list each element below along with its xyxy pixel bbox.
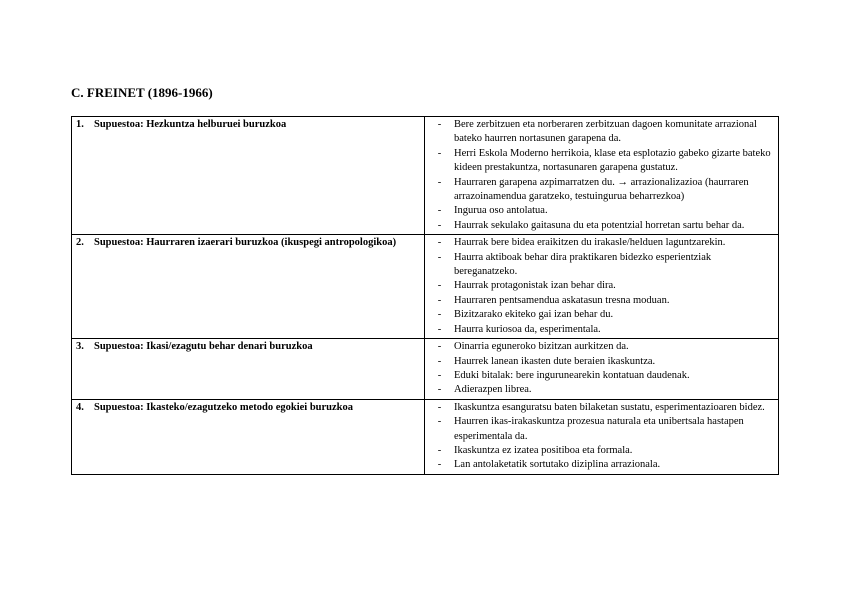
list-item bbox=[429, 383, 774, 397]
list-item bbox=[429, 236, 774, 250]
bullet-dash: - bbox=[437, 459, 442, 471]
supposition-cell bbox=[72, 339, 425, 400]
bullet-dash: - bbox=[437, 147, 442, 159]
point-text: Ikaskuntza esanguratsu baten bilaketan sustatu, esperimentazioaren bidez. bbox=[454, 401, 765, 413]
point-text: Haurrak bere bidea eraikitzen du irakasle/helduen laguntzarekin. bbox=[454, 237, 726, 249]
point-text: Eduki bitalak: bere ingurunearekin kontatuan daudenak. bbox=[454, 369, 690, 381]
table-row bbox=[72, 235, 779, 339]
bullet-dash: - bbox=[437, 119, 442, 130]
points-cell bbox=[425, 117, 779, 235]
freinet-table bbox=[71, 116, 779, 475]
list-item bbox=[429, 444, 774, 458]
point-text: Haurrak sekulako gaitasuna du eta potentzial horretan sartu behar da. bbox=[454, 219, 745, 231]
supposition-heading bbox=[76, 401, 420, 415]
points-list bbox=[429, 236, 774, 337]
list-item bbox=[429, 251, 774, 280]
bullet-dash: - bbox=[437, 251, 442, 263]
point-text: Haurraren pentsamendua askatasun tresna moduan. bbox=[454, 294, 670, 306]
bullet-dash: - bbox=[437, 309, 442, 321]
point-text: Haurrak protagonistak izan behar dira. bbox=[454, 280, 616, 292]
bullet-dash: - bbox=[437, 444, 442, 456]
list-item bbox=[429, 204, 774, 218]
bullet-dash: - bbox=[437, 219, 442, 231]
row-number: 2. bbox=[76, 237, 84, 249]
point-text: Bizitzarako ekiteko gai izan behar du. bbox=[454, 309, 614, 321]
bullet-dash: - bbox=[437, 294, 442, 306]
point-text: Haurraren garapena azpimarratzen du. → arrazionalizazioa (haurraren arrazoinamendua garatzeko, testuingurua beharrezkoa) bbox=[454, 176, 749, 203]
list-item bbox=[429, 279, 774, 293]
point-text: Adierazpen librea. bbox=[454, 384, 532, 396]
bullet-dash: - bbox=[437, 176, 442, 188]
points-cell bbox=[425, 339, 779, 400]
bullet-dash: - bbox=[437, 401, 442, 413]
supposition-cell bbox=[72, 399, 425, 474]
bullet-dash: - bbox=[437, 323, 442, 335]
bullet-dash: - bbox=[437, 384, 442, 396]
list-item bbox=[429, 458, 774, 472]
supposition-cell bbox=[72, 235, 425, 339]
bullet-dash: - bbox=[437, 341, 442, 353]
list-item bbox=[429, 294, 774, 308]
supposition-title: Supuestoa: Haurraren izaerari buruzkoa (ikuspegi antropologikoa) bbox=[94, 237, 397, 249]
row-number: 1. bbox=[76, 119, 84, 130]
table-row bbox=[72, 339, 779, 400]
supposition-heading bbox=[76, 118, 420, 132]
table-row bbox=[72, 117, 779, 235]
point-text: Haurren ikas-irakaskuntza prozesua naturala eta unibertsala hastapen esperimentala da. bbox=[454, 416, 744, 442]
supposition-heading bbox=[76, 236, 420, 250]
points-list bbox=[429, 401, 774, 473]
bullet-dash: - bbox=[437, 369, 442, 381]
bullet-dash: - bbox=[437, 237, 442, 249]
point-text: Haurra aktiboak behar dira praktikaren bidezko esperientziak bereganatzeko. bbox=[454, 251, 712, 278]
point-text: Haurrek lanean ikasten dute beraien ikaskuntza. bbox=[454, 355, 656, 367]
row-number: 3. bbox=[76, 341, 84, 353]
supposition-title: Supuestoa: Ikasteko/ezagutzeko metodo egokiei buruzkoa bbox=[94, 401, 354, 413]
list-item bbox=[429, 401, 774, 415]
list-item bbox=[429, 147, 774, 176]
supposition-title: Supuestoa: Hezkuntza helburuei buruzkoa bbox=[94, 119, 287, 130]
point-text: Ingurua oso antolatua. bbox=[454, 205, 548, 217]
list-item bbox=[429, 369, 774, 383]
point-text: Herri Eskola Moderno herrikoia, klase eta esplotazio gabeko gizarte bateko kideen prestakuntza, nortasunaren garapena gustatuz. bbox=[454, 147, 771, 174]
supposition-heading bbox=[76, 340, 420, 354]
points-cell bbox=[425, 399, 779, 474]
supposition-title: Supuestoa: Ikasi/ezagutu behar denari buruzkoa bbox=[94, 341, 313, 353]
table-row bbox=[72, 399, 779, 474]
list-item bbox=[429, 323, 774, 337]
point-text: Ikaskuntza ez izatea positiboa eta formala. bbox=[454, 444, 633, 456]
supposition-cell bbox=[72, 117, 425, 235]
list-item bbox=[429, 219, 774, 233]
bullet-dash: - bbox=[437, 416, 442, 428]
bullet-dash: - bbox=[437, 205, 442, 217]
points-cell bbox=[425, 235, 779, 339]
point-text: Bere zerbitzuen eta norberaren zerbitzuan dagoen komunitate arrazional bateko haurren nortasunen garapena da. bbox=[454, 119, 757, 145]
list-item bbox=[429, 308, 774, 322]
list-item bbox=[429, 118, 774, 147]
row-number: 4. bbox=[76, 401, 84, 413]
points-list bbox=[429, 118, 774, 233]
list-item bbox=[429, 355, 774, 369]
page-title: C. FREINET (1896-1966) bbox=[71, 85, 213, 100]
list-item bbox=[429, 340, 774, 354]
list-item bbox=[429, 176, 774, 205]
list-item bbox=[429, 415, 774, 444]
point-text: Oinarria eguneroko bizitzan aurkitzen da. bbox=[454, 341, 629, 353]
points-list bbox=[429, 340, 774, 398]
point-text: Lan antolaketatik sortutako diziplina arrazionala. bbox=[454, 459, 661, 471]
point-text: Haurra kuriosoa da, esperimentala. bbox=[454, 323, 601, 335]
bullet-dash: - bbox=[437, 355, 442, 367]
bullet-dash: - bbox=[437, 280, 442, 292]
